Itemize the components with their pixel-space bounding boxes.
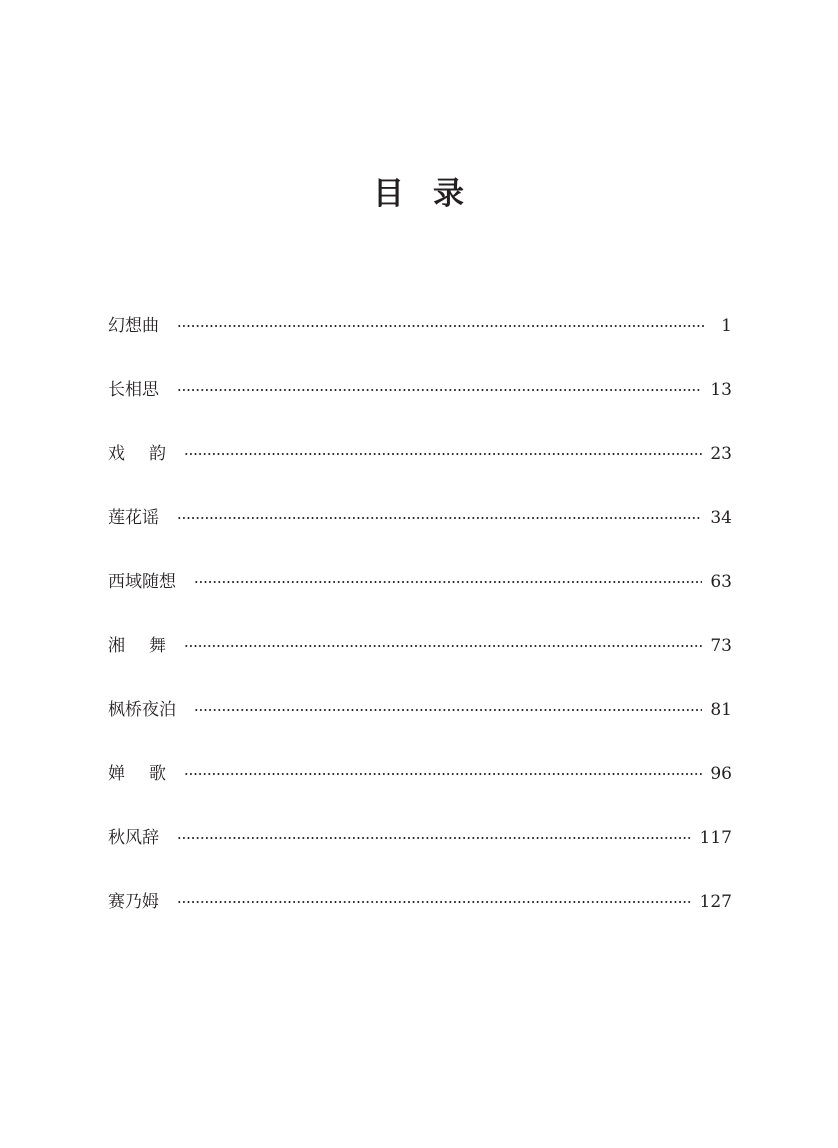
toc-entry-title: 赛乃姆 [108,892,159,912]
toc-page-number: 81 [710,700,732,720]
toc-page-number: 96 [710,764,732,784]
toc-entry[interactable] [108,806,732,870]
toc-entry-title-char: 韵 [149,444,166,464]
toc-entry-title: 长相思 [108,380,159,400]
toc-entry-title-char: 歌 [149,764,166,784]
dot-leader [177,901,692,903]
toc-page-number: 1 [721,316,732,336]
dot-leader [194,581,702,583]
toc-entry-title-char: 舞 [149,636,166,656]
dot-leader [177,325,706,327]
toc-entry[interactable] [108,614,732,678]
toc-page-number: 73 [710,636,732,656]
dot-leader [177,389,702,391]
toc-entry-title: 西域随想 [108,572,176,592]
toc-page-number: 63 [710,572,732,592]
dot-leader [184,453,702,455]
toc-entry-title [108,438,166,470]
toc-page-number: 127 [699,892,732,912]
toc-entry[interactable] [108,358,732,422]
page-title-char-2: 录 [433,176,465,212]
toc-entry-title: 幻想曲 [108,316,159,336]
toc-entry[interactable] [108,422,732,486]
toc-entry-title-char: 湘 [108,636,125,656]
dot-leader [177,837,692,839]
toc-entry-title-char: 婵 [108,764,125,784]
toc-page-number: 23 [710,444,732,464]
toc-entry-title-char: 戏 [108,444,125,464]
toc-entry-title: 枫桥夜泊 [108,700,176,720]
toc-page-number: 117 [699,828,732,848]
toc-page-number: 34 [710,508,732,528]
toc-entry[interactable] [108,870,732,934]
toc-entry[interactable] [108,742,732,806]
dot-leader [177,517,702,519]
toc-entry[interactable] [108,294,732,358]
toc-entry[interactable] [108,486,732,550]
toc-entry-title [108,630,166,662]
dot-leader [194,709,702,711]
toc-page-number: 13 [710,380,732,400]
toc-entry-title [108,758,166,790]
toc-entry-title: 秋风辞 [108,828,159,848]
dot-leader [184,773,702,775]
toc-entry[interactable] [108,678,732,742]
toc-entry[interactable] [108,550,732,614]
toc-entry-title: 莲花谣 [108,508,159,528]
page-title-char-1: 目 [373,176,405,212]
dot-leader [184,645,702,647]
page-title [0,170,838,218]
table-of-contents [108,294,732,934]
